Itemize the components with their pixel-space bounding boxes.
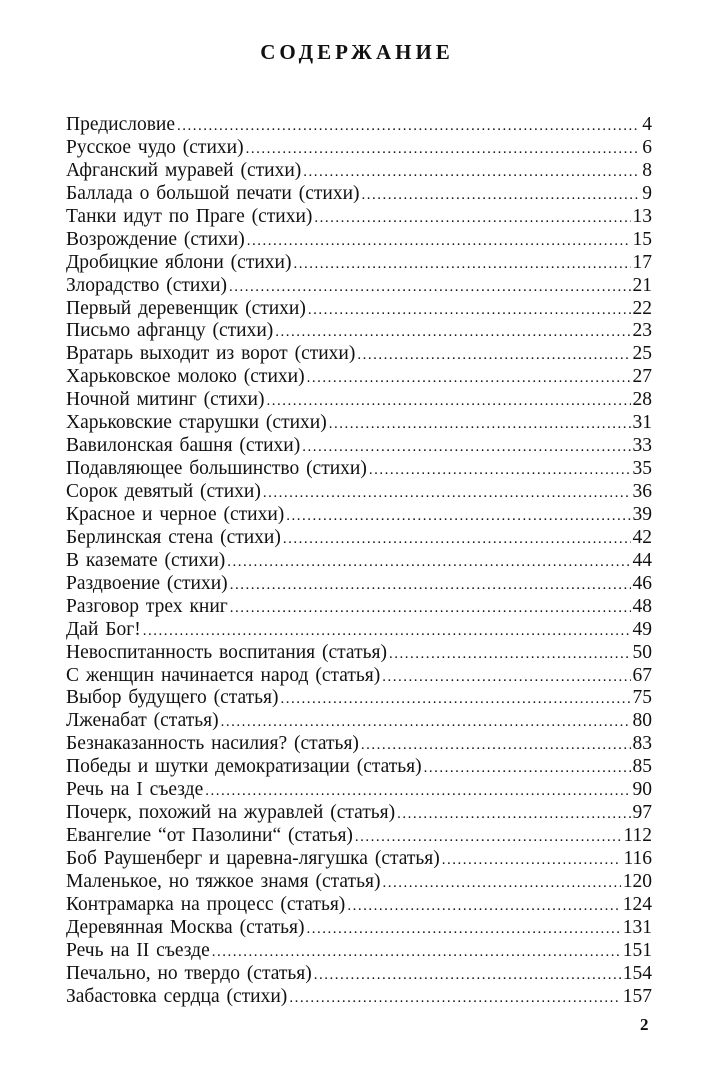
toc-entry [66, 412, 652, 435]
toc-entry-page: 17 [632, 251, 652, 273]
toc-entry-title: Возрождение (стихи) [66, 228, 245, 250]
page-title: СОДЕРЖАНИЕ [260, 40, 454, 64]
toc-entry [66, 550, 652, 573]
toc-entry-page: 124 [622, 893, 652, 915]
toc-entry-page: 22 [632, 297, 652, 319]
dot-leader [397, 803, 630, 826]
toc-entry-title: Невоспитанность воспитания (статья) [66, 641, 387, 663]
toc-entry-title: Почерк, похожий на журавлей (статья) [66, 802, 396, 824]
toc-entry-title: Вратарь выходит из ворот (стихи) [66, 343, 356, 365]
toc-entry [66, 963, 652, 986]
dot-leader [263, 482, 631, 505]
toc-entry-title: Подавляющее большинство (стихи) [66, 458, 367, 480]
toc-entry-title: В каземате (стихи) [66, 549, 226, 571]
toc-entry [66, 779, 652, 802]
toc-entry [66, 343, 652, 366]
toc-entry-title: Контрамарка на процесс (статья) [66, 893, 346, 915]
toc-entry-page: 67 [632, 664, 652, 686]
toc-entry-title: Лженабат (статья) [66, 710, 219, 732]
toc-entry-title: Баллада о большой печати (стихи) [66, 182, 360, 204]
toc-entry [66, 573, 652, 596]
toc-entry-title: Дробицкие яблони (стихи) [66, 251, 292, 273]
toc-entry [66, 252, 652, 275]
toc-entry-page: 23 [632, 320, 652, 342]
toc-entry-title: Сорок девятый (стихи) [66, 481, 261, 502]
toc-entry [66, 366, 652, 389]
toc-entry-title: Ночной митинг (стихи) [66, 389, 265, 411]
toc-entry-page: 35 [632, 458, 652, 480]
toc-entry [66, 481, 652, 504]
toc-entry-page: 85 [632, 756, 652, 778]
toc-entry-page: 28 [632, 389, 652, 411]
toc-entry-page: 36 [632, 481, 652, 502]
toc-entry-title: Маленькое, но тяжкое знамя (статья) [66, 870, 381, 892]
toc-entry-title: Танки идут по Праге (стихи) [66, 205, 313, 227]
dot-leader [308, 299, 631, 322]
dot-leader [303, 161, 640, 184]
dot-leader [314, 207, 630, 230]
toc-entry-title: Разговор трех книг [66, 595, 228, 617]
dot-leader [281, 688, 631, 711]
dot-leader [314, 964, 621, 987]
toc-entry-title: Забастовка сердца (стихи) [66, 985, 288, 1007]
toc-entry-page: 27 [632, 366, 652, 388]
toc-entry-title: Злорадство (стихи) [66, 274, 227, 296]
dot-leader [230, 574, 631, 597]
dot-leader [293, 253, 630, 276]
toc-entry-page: 15 [632, 228, 652, 250]
toc-entry-page: 42 [632, 526, 652, 548]
toc-entry-page: 4 [642, 114, 652, 135]
toc-entry [66, 687, 652, 710]
toc-entry-title: Боб Раушенберг и царевна-лягушка (статья) [66, 848, 440, 869]
toc-entry [66, 137, 652, 160]
toc-entry-page: 31 [632, 412, 652, 434]
dot-leader [307, 918, 621, 941]
page-number: 2 [640, 1015, 649, 1034]
toc-entry [66, 619, 652, 642]
dot-leader [424, 757, 631, 780]
toc-entry-page: 50 [632, 641, 652, 663]
dot-leader [286, 505, 630, 528]
toc-entry-title: Русское чудо (стихи) [66, 136, 244, 158]
toc-entry-title: Евангелие “от Пазолини“ (статья) [66, 825, 353, 847]
toc-entry [66, 389, 652, 412]
toc-entry [66, 458, 652, 481]
toc-entry [66, 160, 652, 183]
dot-leader [361, 734, 631, 757]
toc-entry-page: 13 [632, 205, 652, 227]
dot-leader [205, 780, 630, 803]
toc-entry-page: 112 [623, 825, 652, 847]
dot-leader [442, 849, 622, 872]
toc-entry-title: Берлинская стена (стихи) [66, 526, 281, 548]
dot-leader [230, 597, 631, 620]
toc-entry-page: 49 [632, 618, 652, 640]
toc-entry-title: Вавилонская башня (стихи) [66, 435, 301, 457]
toc-entry-page: 80 [632, 710, 652, 732]
dot-leader [382, 666, 630, 689]
toc-entry [66, 871, 652, 894]
dot-leader [227, 551, 630, 574]
dot-leader [382, 872, 620, 895]
toc-entry-title: Красное и черное (стихи) [66, 503, 285, 525]
dot-leader [221, 711, 631, 734]
toc-entry [66, 527, 652, 550]
toc-entry-title: Харьковские старушки (стихи) [66, 412, 327, 434]
dot-leader [347, 895, 620, 918]
toc-entry-page: 48 [632, 595, 652, 617]
toc-entry-page: 120 [622, 870, 652, 892]
toc-entry-page: 157 [622, 985, 652, 1007]
toc-entry-page: 21 [632, 274, 652, 296]
toc-entry-title: Афганский муравей (стихи) [66, 159, 302, 181]
dot-leader [389, 643, 631, 666]
dot-leader [143, 620, 631, 643]
toc-entry-title: Безнаказанность насилия? (статья) [66, 733, 359, 755]
table-of-contents [66, 114, 652, 1009]
dot-leader [289, 987, 620, 1010]
toc-entry [66, 206, 652, 229]
dot-leader [283, 528, 631, 551]
toc-entry [66, 848, 652, 871]
toc-entry-title: Выбор будущего (статья) [66, 687, 279, 709]
toc-entry-title: Харьковское молоко (стихи) [66, 366, 305, 388]
toc-entry [66, 229, 652, 252]
dot-leader [177, 115, 640, 138]
toc-entry-page: 116 [623, 848, 652, 869]
toc-entry-page: 97 [632, 802, 652, 824]
toc-entry-title: Речь на II съезде [66, 939, 210, 961]
toc-entry-page: 131 [622, 916, 652, 938]
toc-entry-page: 83 [632, 733, 652, 755]
toc-entry-title: Печально, но твердо (статья) [66, 962, 312, 984]
dot-leader [246, 138, 641, 161]
toc-entry [66, 733, 652, 756]
dot-leader [307, 367, 631, 390]
toc-entry [66, 665, 652, 688]
toc-entry [66, 183, 652, 206]
toc-entry [66, 802, 652, 825]
dot-leader [369, 459, 631, 482]
toc-entry-title: Дай Бог! [66, 618, 141, 640]
toc-entry-page: 154 [622, 962, 652, 984]
toc-entry [66, 320, 652, 343]
toc-entry-page: 39 [632, 503, 652, 525]
dot-leader [229, 276, 631, 299]
toc-entry-page: 6 [642, 136, 652, 158]
dot-leader [247, 230, 631, 253]
toc-entry-page: 33 [632, 435, 652, 457]
toc-entry-title: Деревянная Москва (статья) [66, 916, 305, 938]
toc-entry [66, 596, 652, 619]
toc-entry-title: Письмо афганцу (стихи) [66, 320, 274, 342]
toc-entry-page: 151 [622, 939, 652, 961]
toc-entry [66, 894, 652, 917]
dot-leader [362, 184, 641, 207]
toc-entry-page: 75 [632, 687, 652, 709]
toc-entry [66, 756, 652, 779]
toc-entry [66, 504, 652, 527]
toc-entry-title: Первый деревенщик (стихи) [66, 297, 306, 319]
dot-leader [355, 826, 622, 849]
toc-entry-title: Раздвоение (стихи) [66, 572, 228, 594]
toc-entry [66, 275, 652, 298]
dot-leader [329, 413, 631, 436]
toc-entry-page: 8 [642, 159, 652, 181]
toc-entry [66, 435, 652, 458]
toc-entry-page: 90 [632, 779, 652, 801]
dot-leader [302, 436, 630, 459]
toc-entry-page: 44 [632, 549, 652, 571]
toc-entry [66, 917, 652, 940]
toc-entry-title: Речь на I съезде [66, 779, 204, 801]
toc-entry-title: Предисловие [66, 114, 176, 135]
toc-entry [66, 710, 652, 733]
dot-leader [212, 941, 621, 964]
dot-leader [357, 344, 630, 367]
toc-entry [66, 986, 652, 1009]
toc-entry [66, 298, 652, 321]
toc-entry [66, 642, 652, 665]
toc-entry-title: С женщин начинается народ (статья) [66, 664, 381, 686]
toc-entry [66, 940, 652, 963]
toc-entry [66, 825, 652, 848]
dot-leader [275, 321, 630, 344]
dot-leader [266, 390, 630, 413]
toc-entry-page: 25 [632, 343, 652, 365]
toc-entry-page: 46 [632, 572, 652, 594]
toc-entry-title: Победы и шутки демократизации (статья) [66, 756, 422, 778]
toc-entry [66, 114, 652, 137]
toc-entry-page: 9 [642, 182, 652, 204]
